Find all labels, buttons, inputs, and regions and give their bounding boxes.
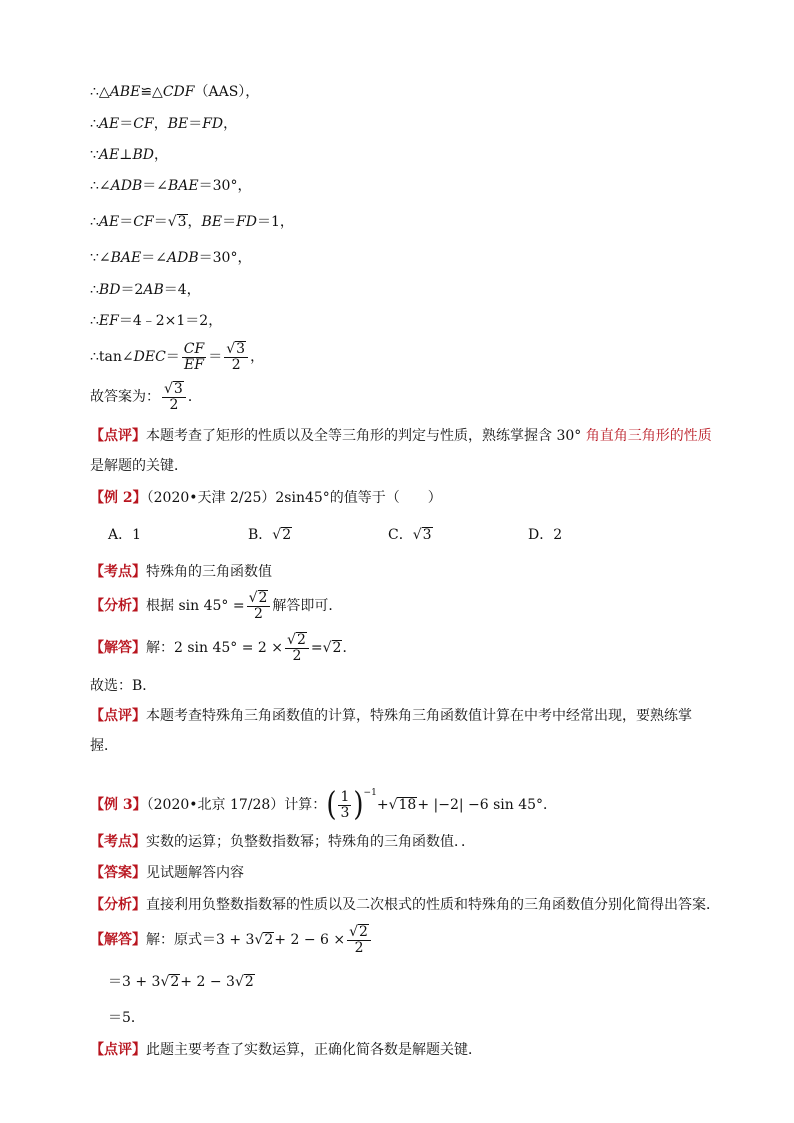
text: + [376,797,389,813]
text: ． [342,640,357,656]
text: CF [133,116,154,132]
text: EF [98,313,119,329]
fraction: $\frac{√3}{2}$ [224,341,248,372]
text: DEC [133,349,166,365]
text: （2020•北京 17/28）计算： [146,797,327,813]
example-2-fenxi [90,588,342,624]
tag-label: 【考点】 [90,834,146,850]
solution-line-6 [90,248,251,268]
example-2-title [90,488,442,508]
text: 见试题解答内容 [146,865,244,881]
text: ＝∠ [141,250,167,266]
text: （AAS）， [194,84,260,100]
solution-line-7 [90,280,201,300]
text: ， [153,116,168,132]
sqrt: √2 [160,974,180,990]
text: 特殊角的三角函数值 [146,564,272,580]
example-3-fenxi [90,895,720,915]
text: ∴∠ [90,178,111,194]
text: 解：2 sin 45° = 2 × [146,640,284,656]
sqrt: √2 [234,974,254,990]
example-3-title [90,772,557,826]
text: CF [133,214,154,230]
example-3-jieda [90,922,373,958]
text: ∴ [90,214,99,230]
option-b: B．√2 [248,527,292,543]
text: ⊥ [119,147,133,163]
option-a: A．1 [108,527,142,543]
text: ＝1， [257,214,294,230]
text: ∴ [90,282,99,298]
text: ABE [109,84,141,100]
text: CDF [162,84,195,100]
solution-line-3 [90,145,168,165]
text: ＝2 [120,282,144,298]
example-3-kaodian [90,832,475,852]
example-2-kaodian [90,562,272,582]
exponent: −1 [363,788,377,798]
sqrt: √2 [322,640,342,656]
example-2-options [108,525,668,545]
tag-label: 【考点】 [90,564,146,580]
text: ∴△ [90,84,110,100]
text: = [310,640,323,656]
text: BE [167,116,189,132]
tag-label: 【答案】 [90,865,146,881]
text: ， [187,214,202,230]
text: ＝30°， [198,178,252,194]
text: FD [202,116,224,132]
text: ∴ [90,313,99,329]
text: BD [132,147,154,163]
fraction: $\frac{1}{3}$ [340,788,350,821]
text: 实数的运算；负整数指数幂；特殊角的三角函数值．． [146,834,475,850]
text: ＝ [119,116,134,132]
text: ． [187,389,202,405]
comment-1-line-1 [90,426,712,446]
tag-label: 【点评】 [90,708,146,724]
sqrt: √2 [254,932,274,948]
text: ＝ [119,214,134,230]
example-2-jieda [90,630,356,666]
text: ＝5． [108,1010,145,1026]
example-2-choice [90,676,156,696]
sqrt: √3 [167,214,187,230]
tag-label: 【解答】 [90,640,146,656]
text: ∴tan∠ [90,349,134,365]
text: ＝ [165,349,180,365]
solution-line-1 [90,82,259,102]
comment-1-line-2 [90,456,188,476]
example-3-dianping [90,1040,482,1060]
tag-label: 【例 3】 [90,797,147,813]
text: BAE [168,178,199,194]
text: ∵ [90,147,99,163]
tag-label: 【点评】 [90,1042,146,1058]
text: 故答案为： [90,389,160,405]
text: ＝∠ [142,178,168,194]
text: ＝ [188,116,203,132]
example-2-dianping-line-1 [90,706,692,726]
text: ADB [167,250,199,266]
text: BE [201,214,223,230]
solution-line-5 [90,212,294,232]
fraction: $\frac{√2}{2}$ [247,590,271,621]
text: + 2 − 3 [180,974,235,990]
text: ， [153,147,168,163]
text: ADB [110,178,143,194]
text: + 2 − 6 × [274,932,346,948]
text: 直接利用负整数指数幂的性质以及二次根式的性质和特殊角的三角函数值分别化简得出答案． [146,897,720,913]
text: （2020•天津 2/25）2sin45°的值等于（ ） [146,490,442,506]
text: ， [250,349,265,365]
highlight-text: 角直角三角形的性质 [585,428,712,444]
text: BD [98,282,121,298]
text: 本题考查了矩形的性质以及全等三角形的判定与性质，熟练掌握含 30° [146,428,586,444]
text: ＝30°， [198,250,252,266]
text: ≌△ [140,84,163,100]
text: ＝ [153,214,168,230]
text: 是解题的关键． [90,458,188,474]
text: 本题考查特殊角三角函数值的计算，特殊角三角函数值计算在中考中经常出现，要熟练掌 [146,708,692,724]
text: ∵∠ [90,250,111,266]
sqrt: √18 [388,797,417,813]
solution-line-2 [90,114,237,134]
text: ． [543,797,558,813]
text: 故选：B． [90,678,157,694]
text: ∴ [90,116,99,132]
tag-label: 【点评】 [90,428,146,444]
text: 此题主要考查了实数运算，正确化简各数是解题关键． [146,1042,482,1058]
text: ， [223,116,238,132]
text: FD [236,214,258,230]
fraction: $\frac{√2}{2}$ [285,632,309,663]
text: 根据 sin 45° = [146,598,245,614]
paren: ( [326,786,337,824]
fraction: $\frac{CF}{EF}$ [183,340,205,373]
fraction: $\frac{√2}{2}$ [347,924,371,955]
text: ＝3 + 3 [108,974,161,990]
paren: ) [353,786,364,824]
text: ＝4， [163,282,201,298]
text: 握． [90,738,118,754]
text: 解：原式＝3 + 3 [146,932,255,948]
text: ＝4﹣2×1＝2， [118,313,223,329]
text: BAE [110,250,142,266]
tag-label: 【分析】 [90,897,146,913]
text: ＝ [222,214,237,230]
text: 解答即可． [272,598,343,614]
text: AE [98,116,120,132]
example-3-daan [90,863,244,883]
example-3-step-2 [108,972,255,992]
solution-line-4 [90,176,251,196]
text: + |−2| −6 sin 45° [417,797,544,813]
option-d: D．2 [528,527,563,543]
solution-line-8 [90,311,222,331]
option-c: C．√3 [388,527,432,543]
text: AE [98,147,120,163]
example-3-step-3 [108,1008,145,1028]
fraction: $\frac{√3}{2}$ [162,381,186,412]
text: AB [143,282,164,298]
tag-label: 【例 2】 [90,490,147,506]
solution-line-9 [90,340,264,374]
tag-label: 【分析】 [90,598,146,614]
example-2-dianping-line-2 [90,736,118,756]
text: ＝ [208,349,223,365]
tag-label: 【解答】 [90,932,146,948]
answer-line [90,380,202,414]
text: AE [98,214,120,230]
